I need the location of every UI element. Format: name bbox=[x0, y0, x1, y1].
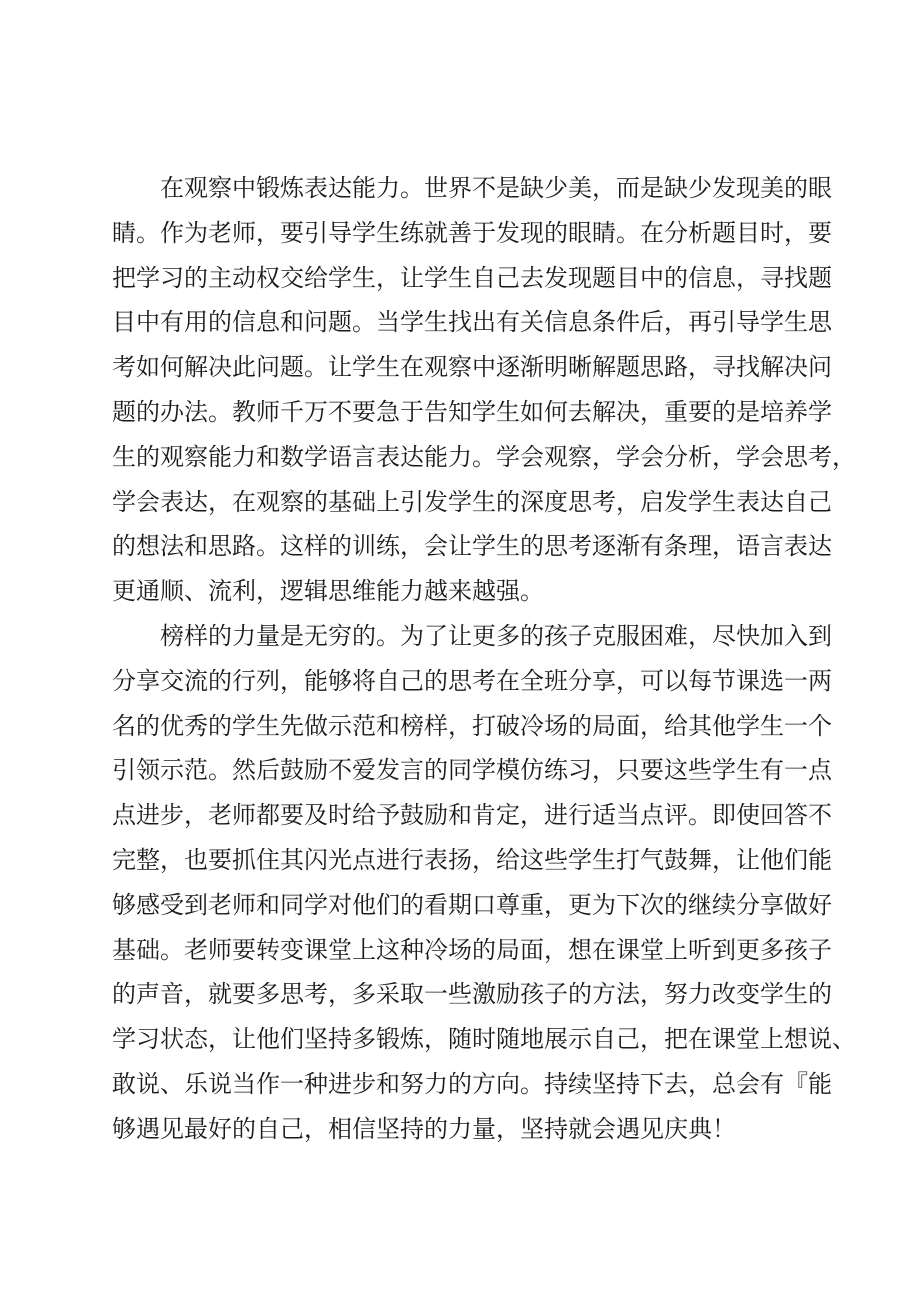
text-line: 更通顺、流利，逻辑思维能力越来越强。 bbox=[112, 577, 544, 606]
text-line: 生的观察能力和数学语言表达能力。学会观察，学会分析，学会思考， bbox=[112, 442, 856, 471]
text-line: 分享交流的行列，能够将自己的思考在全班分享，可以每节课选一两 bbox=[112, 666, 832, 695]
text-line: 在观察中锻炼表达能力。世界不是缺少美，而是缺少发现美的眼 bbox=[160, 174, 832, 202]
text-line: 名的优秀的学生先做示范和榜样，打破冷场的局面，给其他学生一个 bbox=[112, 711, 832, 740]
text-line: 睛。作为老师，要引导学生练就善于发现的眼睛。在分析题目时，要 bbox=[112, 218, 832, 247]
text-line: 榜样的力量是无穷的。为了让更多的孩子克服困难，尽快加入到 bbox=[160, 621, 832, 650]
text-line: 够感受到老师和同学对他们的看期口尊重，更为下次的继续分享做好 bbox=[112, 890, 832, 919]
text-line: 考如何解决此问题。让学生在观察中逐渐明晰解题思路，寻找解决问 bbox=[112, 353, 832, 382]
text-line: 点进步，老师都要及时给予鼓励和肯定，进行适当点评。即使回答不 bbox=[112, 801, 832, 830]
paragraph-observation bbox=[112, 166, 856, 614]
text-line: 学会表达，在观察的基础上引发学生的深度思考，启发学生表达自己 bbox=[112, 487, 832, 516]
text-line: 题的办法。教师千万不要急于告知学生如何去解决，重要的是培养学 bbox=[112, 397, 832, 426]
text-line: 完整，也要抓住其闪光点进行表扬，给这些学生打气鼓舞，让他们能 bbox=[112, 845, 832, 874]
text-line: 基础。老师要转变课堂上这种冷场的局面，想在课堂上听到更多孩子 bbox=[112, 935, 832, 964]
text-line: 把学习的主动权交给学生，让学生自己去发现题目中的信息，寻找题 bbox=[112, 263, 832, 292]
document-body bbox=[112, 166, 856, 1152]
text-line: 引领示范。然后鼓励不爱发言的同学模仿练习，只要这些学生有一点 bbox=[112, 756, 832, 785]
text-line: 敢说、乐说当作一种进步和努力的方向。持续坚持下去，总会有『能 bbox=[112, 1069, 832, 1098]
text-line: 的想法和思路。这样的训练，会让学生的思考逐渐有条理，语言表达 bbox=[112, 532, 832, 561]
text-line: 目中有用的信息和问题。当学生找出有关信息条件后，再引导学生思 bbox=[112, 308, 832, 337]
paragraph-role-model bbox=[112, 614, 856, 1152]
text-line: 的声音，就要多思考，多采取一些激励孩子的方法，努力改变学生的 bbox=[112, 980, 832, 1009]
text-line: 够遇见最好的自己，相信坚持的力量，坚持就会遇见庆典！ bbox=[112, 1114, 736, 1143]
text-line: 学习状态，让他们坚持多锻炼，随时随地展示自己，把在课堂上想说、 bbox=[112, 1025, 856, 1054]
